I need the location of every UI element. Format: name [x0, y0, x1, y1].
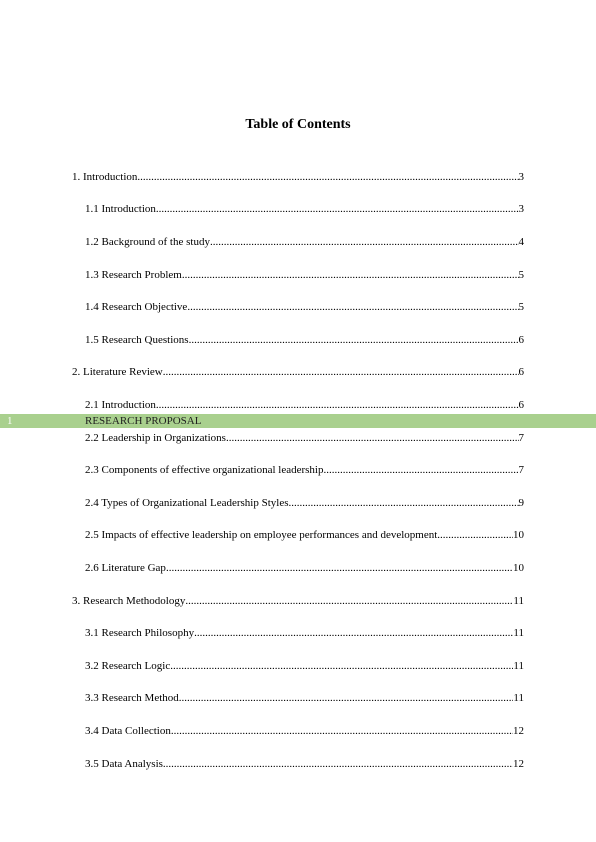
toc-entry-research-questions[interactable] [85, 331, 524, 347]
toc-page-number: 12 [513, 725, 524, 737]
toc-entry-research-philosophy[interactable] [85, 624, 524, 640]
toc-page-number: 12 [513, 758, 524, 770]
toc-page-number: 10 [513, 562, 524, 574]
toc-entry-title: 2.6 Literature Gap [85, 562, 166, 574]
toc-entry-title: 1.2 Background of the study [85, 236, 210, 248]
toc-page-number: 7 [518, 432, 524, 444]
toc-page-number: 11 [513, 595, 524, 607]
toc-entry-research-problem[interactable] [85, 266, 524, 282]
toc-entry-title: 3. Research Methodology [72, 595, 186, 607]
toc-entry-title: 3.2 Research Logic [85, 660, 171, 672]
toc-page-number: 7 [518, 464, 524, 476]
toc-page-number: 11 [513, 660, 524, 672]
toc-dot-leader [194, 626, 513, 640]
toc-page-number: 6 [518, 334, 524, 346]
toc-entry-title: 3.4 Data Collection [85, 725, 171, 737]
toc-page-number: 6 [518, 366, 524, 378]
toc-page-number: 3 [518, 203, 524, 215]
toc-page-number: 5 [518, 269, 524, 281]
toc-entry-title: 1.3 Research Problem [85, 269, 182, 281]
toc-entry-2-1-introduction[interactable] [85, 396, 524, 412]
toc-entry-1-1-introduction[interactable] [85, 200, 524, 216]
toc-dot-leader [289, 496, 519, 510]
toc-entry-title: 2.2 Leadership in Organizations [85, 432, 226, 444]
toc-page-number: 3 [518, 171, 524, 183]
toc-dot-leader [156, 202, 519, 216]
toc-page-number: 11 [513, 692, 524, 704]
toc-dot-leader [185, 594, 513, 608]
toc-entry-title: 2.1 Introduction [85, 399, 156, 411]
running-header-band [0, 414, 596, 428]
toc-entry-title: 1.5 Research Questions [85, 334, 189, 346]
toc-page-number: 5 [518, 301, 524, 313]
toc-entry-research-logic[interactable] [85, 657, 524, 673]
toc-entry-title: 2.5 Impacts of effective leadership on employee performances and development [85, 529, 438, 541]
toc-entry-title: 1.4 Research Objective [85, 301, 188, 313]
toc-entry-impacts-of-leadership[interactable] [85, 526, 524, 542]
header-label: RESEARCH PROPOSAL [85, 415, 202, 427]
toc-entry-title: 1.1 Introduction [85, 203, 156, 215]
toc-entry-data-analysis[interactable] [85, 755, 524, 771]
toc-dot-leader [226, 431, 519, 445]
toc-dot-leader [182, 268, 519, 282]
toc-page-number: 9 [518, 497, 524, 509]
toc-entry-title: 1. Introduction [72, 171, 138, 183]
toc-entry-research-methodology[interactable] [72, 592, 524, 608]
page-title: Table of Contents [245, 117, 351, 132]
toc-dot-leader [179, 691, 514, 705]
toc-dot-leader [170, 659, 513, 673]
toc-page-number: 11 [513, 627, 524, 639]
toc-dot-leader [187, 300, 518, 314]
toc-entry-leadership-styles[interactable] [85, 494, 524, 510]
toc-page-number: 4 [518, 236, 524, 248]
toc-dot-leader [189, 333, 519, 347]
toc-dot-leader [166, 561, 513, 575]
toc-entry-leadership-in-organizations[interactable] [85, 429, 524, 445]
toc-entry-title: 2.3 Components of effective organizational leadership [85, 464, 324, 476]
toc-page-number: 6 [518, 399, 524, 411]
toc-dot-leader [323, 463, 518, 477]
toc-dot-leader [163, 365, 519, 379]
toc-entry-background[interactable] [85, 233, 524, 249]
toc-page-number: 10 [513, 529, 524, 541]
toc-entry-literature-review[interactable] [72, 363, 524, 379]
toc-dot-leader [137, 170, 518, 184]
header-page-number: 1 [7, 415, 13, 427]
toc-entry-title: 3.3 Research Method [85, 692, 179, 704]
toc-entry-title: 2.4 Types of Organizational Leadership Styles [85, 497, 289, 509]
toc-dot-leader [171, 724, 513, 738]
toc-entry-introduction[interactable] [72, 168, 524, 184]
toc-entry-research-method[interactable] [85, 689, 524, 705]
toc-dot-leader [210, 235, 519, 249]
toc-entry-research-objective[interactable] [85, 298, 524, 314]
toc-entry-components-of-leadership[interactable] [85, 461, 524, 477]
toc-dot-leader [163, 757, 513, 771]
toc-entry-data-collection[interactable] [85, 722, 524, 738]
toc-entry-literature-gap[interactable] [85, 559, 524, 575]
toc-dot-leader [156, 398, 519, 412]
toc-entry-title: 3.5 Data Analysis [85, 758, 163, 770]
toc-entry-title: 2. Literature Review [72, 366, 163, 378]
toc-entry-title: 3.1 Research Philosophy [85, 627, 195, 639]
toc-dot-leader [437, 528, 513, 542]
